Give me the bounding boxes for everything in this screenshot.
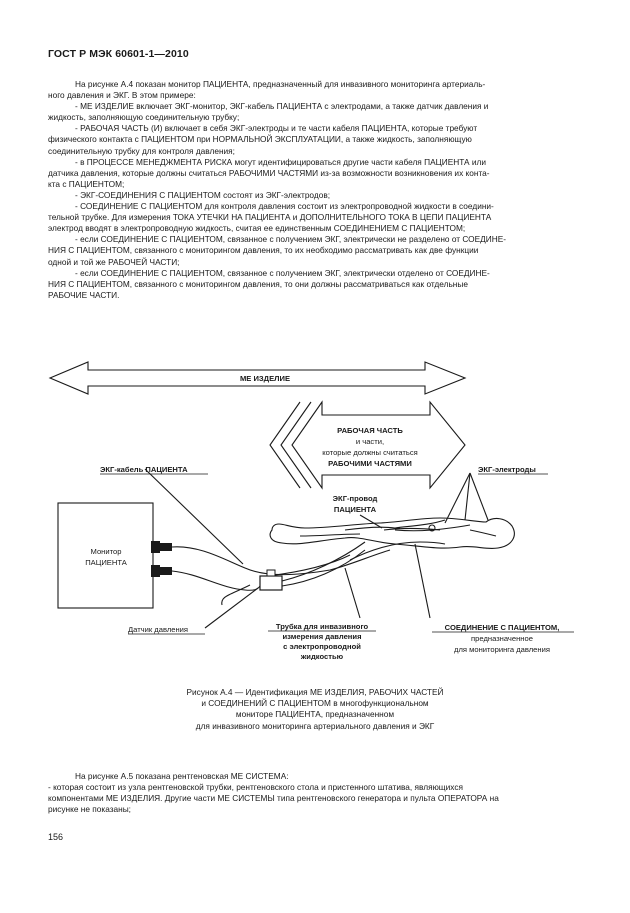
page-number: 156 bbox=[48, 832, 64, 842]
text-line: жидкость, заполняющую соединительную трубку; bbox=[48, 112, 240, 123]
label-pressure-sensor: Датчик давления bbox=[128, 625, 189, 634]
text-line: - СОЕДИНЕНИЕ С ПАЦИЕНТОМ для контроля давления состоит из электропроводной жидкости в соедини- bbox=[75, 201, 494, 212]
applied-part-chevron-2 bbox=[281, 402, 311, 488]
label-monitor-1: Монитор bbox=[90, 547, 122, 556]
label-applied-part-3: которые должны считаться bbox=[322, 448, 418, 457]
text-line: - МЕ ИЗДЕЛИЕ включает ЭКГ-монитор, ЭКГ-кабель ПАЦИЕНТА с электродами, а также датчик давления и bbox=[75, 101, 489, 112]
caption-line: Рисунок А.4 — Идентификация МЕ ИЗДЕЛИЯ, РАБОЧИХ ЧАСТЕЙ bbox=[186, 687, 444, 697]
text-line: - РАБОЧАЯ ЧАСТЬ (И) включает в себя ЭКГ-электроды и те части кабеля ПАЦИЕНТА, которые требуют bbox=[75, 123, 478, 134]
pressure-sensor bbox=[260, 576, 282, 590]
text-line: - если СОЕДИНЕНИЕ С ПАЦИЕНТОМ, связанное с получением ЭКГ, электрически не разделено от СОЕДИНЕ- bbox=[75, 234, 507, 245]
applied-part-chevron-3 bbox=[270, 402, 300, 488]
label-patient-connection-2: предназначенное bbox=[471, 634, 533, 643]
text-line: На рисунке А.4 показан монитор ПАЦИЕНТА, предназначенный для инвазивного мониторинга артериаль- bbox=[75, 79, 486, 89]
caption-line: и СОЕДИНЕНИЙ С ПАЦИЕНТОМ в многофункциональном bbox=[201, 698, 429, 709]
text-line: - в ПРОЦЕССЕ МЕНЕДЖМЕНТА РИСКА могут идентифицироваться другие части кабеля ПАЦИЕНТА или bbox=[75, 156, 486, 167]
label-tube-2: измерения давления bbox=[282, 632, 362, 641]
text-line: - если СОЕДИНЕНИЕ С ПАЦИЕНТОМ, связанное с получением ЭКГ, электрически отделено от СОЕДИНЕ- bbox=[75, 267, 490, 278]
patient-outline bbox=[270, 518, 514, 548]
figure-caption bbox=[120, 687, 510, 732]
monitor-connector-ecg bbox=[151, 541, 160, 553]
label-patient-connection-1: СОЕДИНЕНИЕ С ПАЦИЕНТОМ, bbox=[444, 623, 560, 632]
text-line: соединительную трубку для контроля давления; bbox=[48, 145, 235, 156]
figure-a4-diagram bbox=[0, 360, 630, 660]
text-line: На рисунке А.5 показана рентгеновская МЕ СИСТЕМА: bbox=[75, 771, 289, 781]
ecg-cable bbox=[172, 547, 390, 575]
caption-line: для инвазивного мониторинга артериального давления и ЭКГ bbox=[195, 720, 435, 731]
label-ecg-electrodes: ЭКГ-электроды bbox=[478, 465, 536, 474]
text-line: датчика давления, которые должны считаться РАБОЧИМИ ЧАСТЯМИ из-за возможности возникновения их конта- bbox=[48, 167, 490, 178]
text-line: электрод вводят в электропроводную жидкость, считая ее единственным СОЕДИНЕНИЕМ С ПАЦИЕНТОМ; bbox=[48, 223, 466, 234]
label-ecg-lead-1: ЭКГ-провод bbox=[332, 494, 378, 503]
text-line: - которая состоит из узла рентгеновской трубки, рентгеновского стола и пристенного штатива, являющихся bbox=[48, 782, 463, 793]
text-line: НИЯ С ПАЦИЕНТОМ, связанного с мониторингом давления, то они должны рассматриваться как отдельные bbox=[48, 278, 468, 289]
text-line: одной и той же РАБОЧЕЙ ЧАСТИ; bbox=[48, 256, 180, 267]
monitor-connector-pressure bbox=[151, 565, 160, 577]
text-line: РАБОЧИЕ ЧАСТИ. bbox=[48, 289, 120, 300]
text-line: ного давления и ЭКГ. В этом примере: bbox=[48, 90, 196, 101]
body-paragraph-2 bbox=[48, 771, 584, 815]
caption-line: мониторе ПАЦИЕНТА, предназначенном bbox=[235, 709, 395, 720]
label-tube-1: Трубка для инвазивного bbox=[275, 622, 369, 631]
label-applied-part-2: и части, bbox=[355, 437, 385, 446]
text-line: физического контакта с ПАЦИЕНТОМ при НОРМАЛЬНОЙ ЭКСПЛУАТАЦИИ, а также жидкость, заполняющую bbox=[48, 134, 472, 145]
text-line: НИЯ С ПАЦИЕНТОМ, связанного с мониторингом давления, то их необходимо рассматривать как две функции bbox=[48, 245, 479, 256]
label-ecg-cable: ЭКГ-кабель ПАЦИЕНТА bbox=[100, 465, 188, 474]
label-patient-connection-3: для мониторинга давления bbox=[454, 645, 550, 654]
text-line: тельной трубке. Для измерения ТОКА УТЕЧКИ НА ПАЦИЕНТА и ДОПОЛНИТЕЛЬНОГО ТОКА В ЦЕПИ ПАЦИЕНТА bbox=[48, 212, 492, 223]
text-line: рисунке не показаны; bbox=[48, 804, 131, 815]
label-applied-part-4: РАБОЧИМИ ЧАСТЯМИ bbox=[328, 459, 412, 468]
label-tube-4: жидкостью bbox=[300, 652, 344, 660]
text-line: компонентами МЕ ИЗДЕЛИЯ. Другие части МЕ СИСТЕМЫ типа рентгеновского генератора и пульта ОПЕРАТОРА на bbox=[48, 793, 499, 804]
text-line: кта с ПАЦИЕНТОМ; bbox=[48, 178, 125, 189]
label-tube-3: с электропроводной bbox=[283, 642, 361, 651]
label-me-device: МЕ ИЗДЕЛИЕ bbox=[239, 374, 291, 383]
label-applied-part-1: РАБОЧАЯ ЧАСТЬ bbox=[337, 426, 403, 435]
text-line: - ЭКГ-СОЕДИНЕНИЯ С ПАЦИЕНТОМ состоят из ЭКГ-электродов; bbox=[75, 189, 331, 200]
pressure-cable bbox=[172, 571, 260, 590]
label-ecg-lead-2: ПАЦИЕНТА bbox=[333, 505, 377, 514]
label-monitor-2: ПАЦИЕНТА bbox=[85, 558, 127, 567]
document-header: ГОСТ Р МЭК 60601-1—2010 bbox=[48, 48, 189, 60]
body-paragraph-1 bbox=[48, 79, 584, 301]
